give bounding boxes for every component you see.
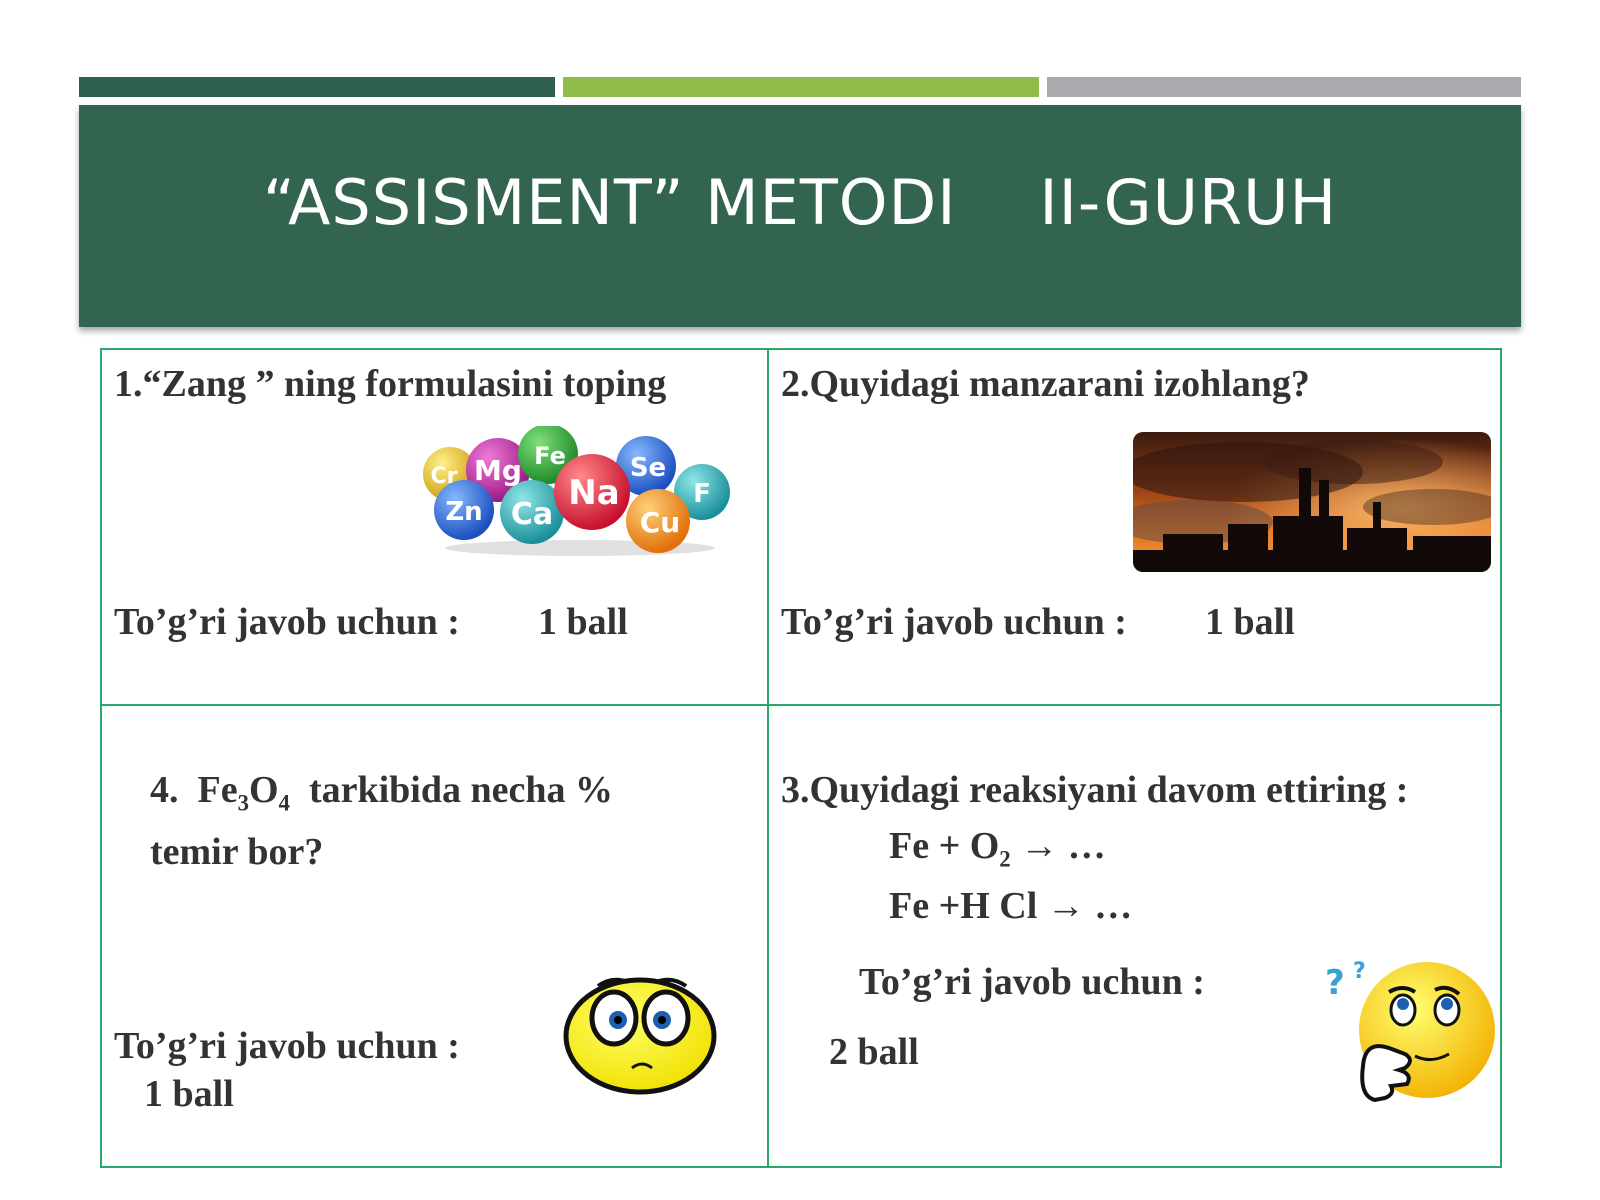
q1-score-value: 1 ball bbox=[538, 601, 628, 643]
element-Cu: Cu bbox=[639, 506, 681, 539]
element-Cr: Cr bbox=[430, 464, 458, 489]
accent-bar-dark bbox=[79, 77, 555, 97]
q4-score-label: To’g’ri javob uchun : bbox=[114, 1025, 460, 1067]
thinking-smiley-icon bbox=[1319, 956, 1499, 1116]
q2-score-label: To’g’ri javob uchun : bbox=[781, 601, 1127, 643]
element-Ca: Ca bbox=[510, 497, 554, 532]
svg-text:?: ? bbox=[1325, 963, 1345, 1003]
q1-score-label: To’g’ri javob uchun : bbox=[114, 601, 460, 643]
slide-title: “ASSISMENT” METODI II-GURUH bbox=[262, 166, 1338, 239]
cell-q4 bbox=[101, 705, 768, 1167]
q4-number: 4. bbox=[150, 769, 179, 811]
factory-smoke-image bbox=[1133, 432, 1491, 572]
cell-q3 bbox=[768, 705, 1501, 1167]
q4-question bbox=[150, 768, 613, 816]
q1-question: 1.“Zang ” ning formulasini toping bbox=[114, 363, 667, 405]
element-Mg: Mg bbox=[474, 454, 522, 487]
q4-question-rest: tarkibida necha % bbox=[308, 769, 613, 811]
svg-text:?: ? bbox=[1353, 959, 1366, 984]
q3-reaction-2: Fe +H Cl → … bbox=[889, 885, 1133, 927]
element-Se: Se bbox=[629, 453, 667, 483]
q2-question: 2.Quyidagi manzarani izohlang? bbox=[781, 363, 1310, 405]
element-balls-icon bbox=[420, 426, 730, 556]
q4-formula: $Fe_3O_4$ bbox=[197, 769, 290, 816]
surprised-smiley-icon bbox=[562, 968, 722, 1098]
element-Zn: Zn bbox=[445, 497, 483, 527]
q3-question: 3.Quyidagi reaksiyani davom ettiring : bbox=[781, 769, 1409, 811]
q4-score-value: 1 ball bbox=[144, 1073, 234, 1115]
q2-score-value: 1 ball bbox=[1205, 601, 1295, 643]
q3-reaction-1: $Fe + O_2$ → … bbox=[889, 825, 1106, 872]
element-F: F bbox=[693, 479, 711, 509]
element-Na: Na bbox=[568, 473, 620, 513]
q4-question-line2: temir bor? bbox=[150, 831, 324, 873]
q3-score-value: 2 ball bbox=[829, 1031, 919, 1073]
question-grid bbox=[100, 348, 1502, 1168]
accent-bar-green bbox=[563, 77, 1039, 97]
q3-score-label: To’g’ri javob uchun : bbox=[859, 961, 1205, 1003]
cell-q2 bbox=[768, 349, 1501, 705]
element-Fe: Fe bbox=[534, 442, 566, 470]
cell-q1 bbox=[101, 349, 768, 705]
accent-bar-gray bbox=[1047, 77, 1521, 97]
